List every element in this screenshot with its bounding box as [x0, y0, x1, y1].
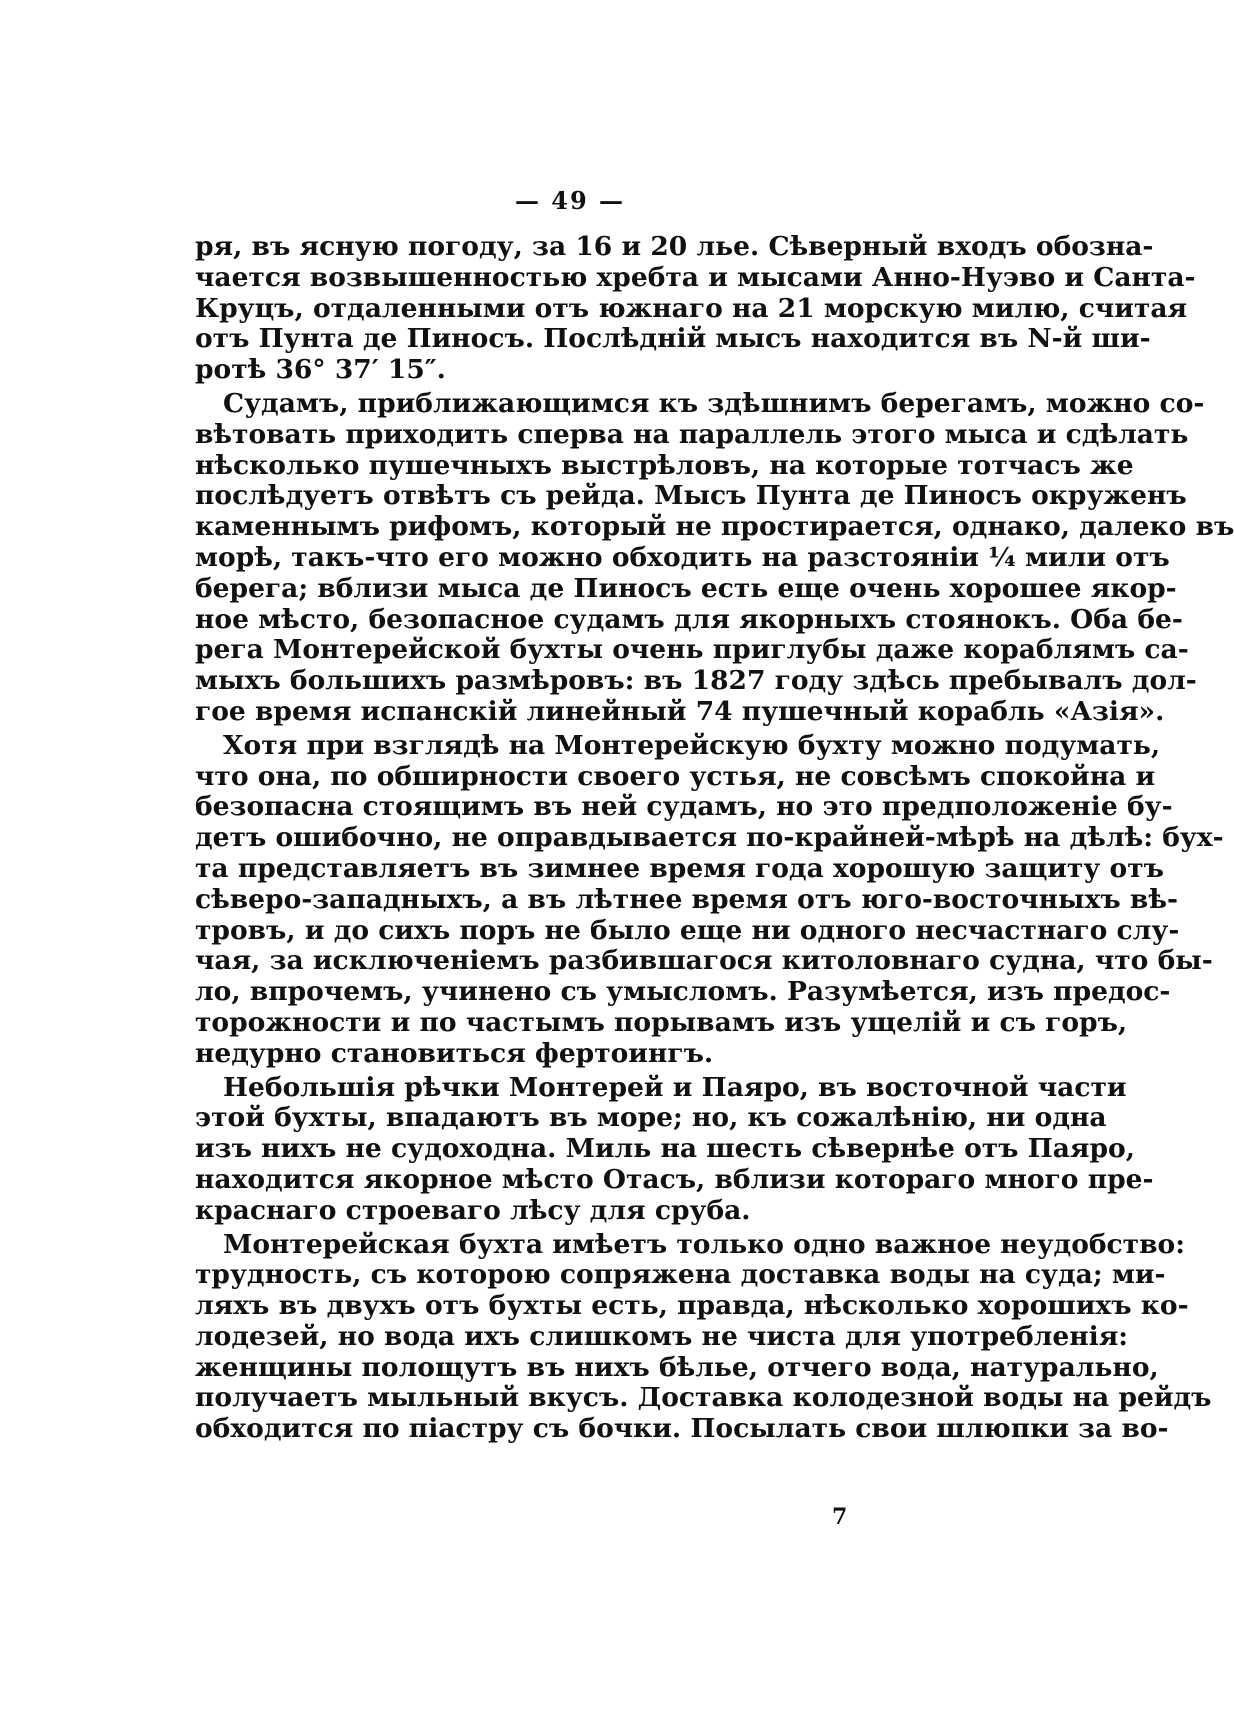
text-line: мыхъ большихъ размѣровъ: въ 1827 году здѣсь пребывалъ дол-: [195, 665, 1197, 697]
text-line: морѣ, такъ-что его можно обходить на разстояніи ¼ мили отъ: [195, 541, 1170, 573]
text-line: женщины полощутъ въ нихъ бѣлье, отчего вода, натурально,: [195, 1351, 1159, 1383]
text-line: детъ ошибочно, не оправдывается по-крайней-мѣрѣ на дѣлѣ: бух-: [195, 822, 1224, 854]
text-line: рега Монтерейской бухты очень приглубы даже кораблямъ са-: [195, 634, 1189, 666]
text-line: Хотя при взглядѣ на Монтерейскую бухту можно подумать,: [223, 729, 1161, 761]
text-line: этой бухты, впадаютъ въ море; но, къ сожалѣнію, ни одна: [195, 1102, 1107, 1134]
text-line: вѣтовать приходить сперва на параллель этого мыса и сдѣлать: [195, 418, 1189, 450]
signature-mark: 7: [832, 1504, 848, 1530]
text-line: гое время испанскій линейный 74 пушечный корабль «Азія».: [195, 695, 1165, 727]
text-line: каменнымъ рифомъ, который не простирается, однако, далеко въ: [195, 511, 1234, 543]
text-line: Круцъ, отдаленными отъ южнаго на 21 морскую милю, считая: [195, 292, 1188, 324]
paragraph: [195, 231, 1196, 386]
text-line: ротѣ 36° 37′ 15″.: [195, 354, 446, 386]
text-line: тровъ, и до сихъ поръ не было еще ни одного несчастнаго слу-: [195, 914, 1180, 946]
text-line: находится якорное мѣсто Отасъ, вблизи котораго много пре-: [195, 1163, 1154, 1195]
text-line: безопасна стоящимъ въ ней судамъ, но это предположеніе бу-: [195, 791, 1173, 823]
text-line: что она, по обширности своего устья, не совсѣмъ спокойна и: [195, 760, 1156, 792]
text-line: ное мѣсто, безопасное судамъ для якорныхъ стоянокъ. Оба бе-: [195, 603, 1183, 635]
text-line: трудность, съ которою сопряжена доставка воды на суда; ми-: [195, 1259, 1166, 1291]
text-line: Небольшія рѣчки Монтерей и Паяро, въ восточной части: [223, 1071, 1127, 1103]
text-line: недурно становиться фертоингъ.: [195, 1037, 714, 1069]
body-text: [195, 231, 1234, 1445]
text-line: получаетъ мыльный вкусъ. Доставка колодезной воды на рейдъ: [195, 1382, 1212, 1414]
text-line: торожности и по частымъ порывамъ изъ ущелій и съ горъ,: [195, 1006, 1128, 1038]
text-line: нѣсколько пушечныхъ выстрѣловъ, на которые тотчасъ же: [195, 449, 1134, 481]
paragraph: [195, 1071, 1154, 1227]
text-line: послѣдуетъ отвѣтъ съ рейда. Мысъ Пунта де Пиносъ окруженъ: [195, 480, 1187, 512]
text-line: ря, въ ясную погоду, за 16 и 20 лье. Сѣверный входъ обозна-: [195, 231, 1154, 262]
page-number: — 49 —: [514, 186, 626, 215]
text-line: краснаго строеваго лѣсу для сруба.: [195, 1194, 751, 1226]
text-line: отъ Пунта де Пиносъ. Послѣдній мысъ находится въ N-й ши-: [195, 323, 1151, 355]
paragraph: [195, 1228, 1212, 1446]
text-line: берега; вблизи мыса де Пиносъ есть еще очень хорошее якор-: [195, 572, 1177, 604]
text-line: Судамъ, приближающимся къ здѣшнимъ берегамъ, можно со-: [223, 387, 1205, 419]
text-line: лодезей, но вода ихъ слишкомъ не чиста для употребленія:: [195, 1320, 1129, 1352]
text-line: чая, за исключеніемъ разбившагося китоловнаго судна, что бы-: [195, 945, 1213, 977]
paragraph: [195, 729, 1224, 1070]
text-line: обходится по піастру съ бочки. Посылать свои шлюпки за во-: [195, 1413, 1169, 1445]
text-line: Монтерейская бухта имѣетъ только одно важное неудобство:: [223, 1228, 1185, 1260]
text-line: изъ нихъ не судоходна. Миль на шесть сѣвернѣе отъ Паяро,: [195, 1133, 1135, 1165]
paragraph: [195, 387, 1234, 728]
text-line: та представляетъ въ зимнее время года хорошую защиту отъ: [195, 852, 1164, 884]
text-line: чается возвышенностью хребта и мысами Анно-Нуэво и Санта-: [195, 261, 1196, 293]
text-line: сѣверо-западныхъ, а въ лѣтнее время отъ юго-восточныхъ вѣ-: [195, 883, 1178, 915]
text-line: ляхъ въ двухъ отъ бухты есть, правда, нѣсколько хорошихъ ко-: [195, 1290, 1189, 1322]
text-line: ло, впрочемъ, учинено съ умысломъ. Разумѣется, изъ предос-: [195, 976, 1171, 1008]
